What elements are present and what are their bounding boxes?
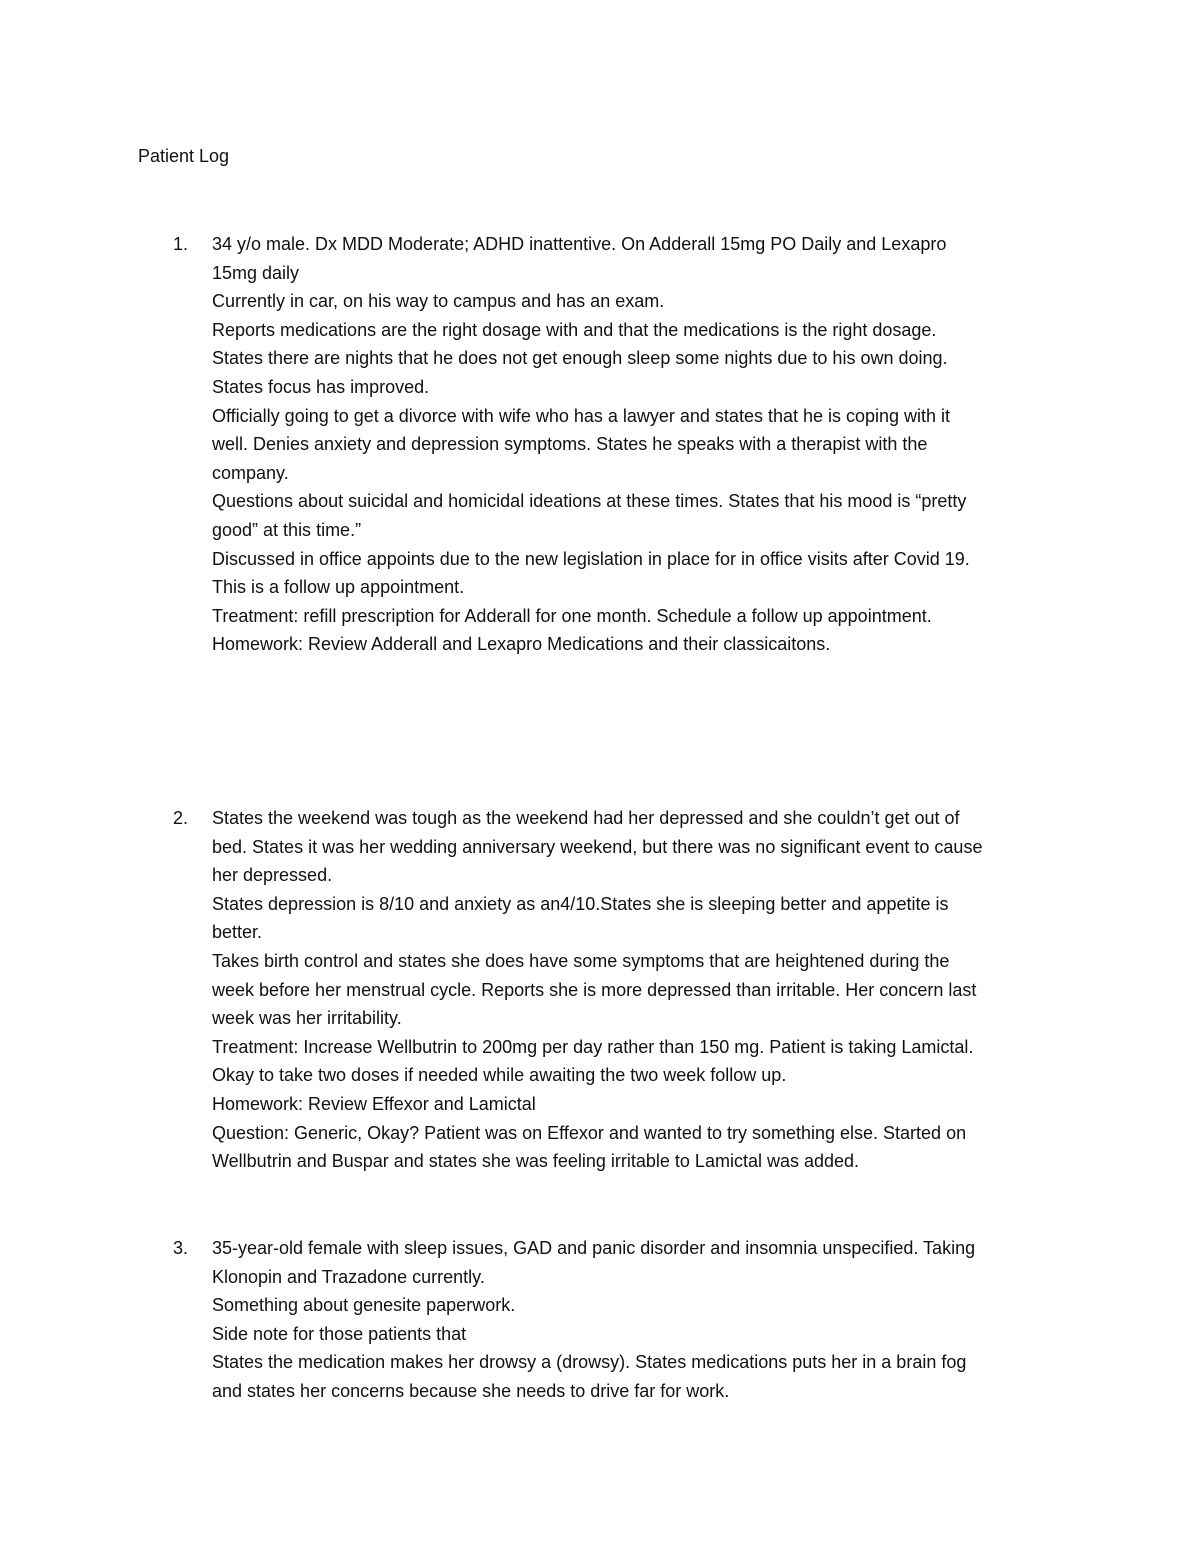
entry-line: 35-year-old female with sleep issues, GAD and panic disorder and insomnia unspecified. Taking [212,1238,976,1258]
entry-number: 1. [173,234,189,254]
entry-line: This is a follow up appointment. [212,577,465,598]
entry-text [212,230,1072,659]
entry-line: Officially going to get a divorce with wife who has a lawyer and states that he is coping with it [212,405,951,426]
entry-line: Klonopin and Trazadone currently. [212,1266,485,1287]
entry-number: 2. [173,808,189,828]
entry-line: Reports medications are the right dosage with and that the medications is the right dosage. [212,319,937,340]
entry-line: States there are nights that he does not get enough sleep some nights due to his own doing. [212,348,948,369]
entry-line: States the weekend was tough as the weekend had her depressed and she couldn’t get out of [212,808,960,828]
entry-line: good” at this time.” [212,519,362,540]
entry-line: 34 y/o male. Dx MDD Moderate; ADHD inattentive. On Adderall 15mg PO Daily and Lexapro [212,234,947,254]
entry-line: Treatment: refill prescription for Adderall for one month. Schedule a follow up appointment. [212,605,932,626]
entry-line: bed. States it was her wedding anniversary weekend, but there was no significant event to cause [212,836,983,857]
entry-line: Side note for those patients that [212,1323,467,1344]
entry-line: Okay to take two doses if needed while awaiting the two week follow up. [212,1065,787,1086]
entry-line: Wellbutrin and Buspar and states she was feeling irritable to Lamictal was added. [212,1151,860,1172]
entry-line: 15mg daily [212,262,300,283]
entry-line: well. Denies anxiety and depression symptoms. States he speaks with a therapist with the [212,434,928,455]
entry-line: Homework: Review Effexor and Lamictal [212,1093,536,1114]
entry-line: Questions about suicidal and homicidal ideations at these times. States that his mood is “pretty [212,491,967,512]
entry-line: Treatment: Increase Wellbutrin to 200mg per day rather than 150 mg. Patient is taking Lamictal. [212,1036,974,1057]
entry-line: Currently in car, on his way to campus and has an exam. [212,291,665,312]
entry-line: Discussed in office appoints due to the new legislation in place for in office visits after Covid 19. [212,548,970,569]
entry-line: better. [212,922,263,943]
entry-line: Question: Generic, Okay? Patient was on Effexor and wanted to try something else. Started on [212,1122,967,1143]
entry-line: States focus has improved. [212,376,430,397]
entry-line: and states her concerns because she needs to drive far for work. [212,1380,730,1401]
entry-line: States the medication makes her drowsy a (drowsy). States medications puts her in a brain fog [212,1352,967,1373]
entry-number: 3. [173,1238,189,1258]
entry-line: Something about genesite paperwork. [212,1295,516,1316]
entry-text [212,1234,1072,1406]
entry-line: States depression is 8/10 and anxiety as an4/10.States she is sleeping better and appetite is [212,893,949,914]
entry-line: Takes birth control and states she does have some symptoms that are heightened during the [212,950,950,971]
page-title: Patient Log [138,146,230,166]
entry-line: Homework: Review Adderall and Lexapro Medications and their classicaitons. [212,634,831,655]
entry-text [212,804,1072,1176]
entry-line: week was her irritability. [212,1008,402,1029]
entry-line: company. [212,462,289,483]
entry-line: week before her menstrual cycle. Reports she is more depressed than irritable. Her concern last [212,979,977,1000]
entry-line: her depressed. [212,865,333,886]
